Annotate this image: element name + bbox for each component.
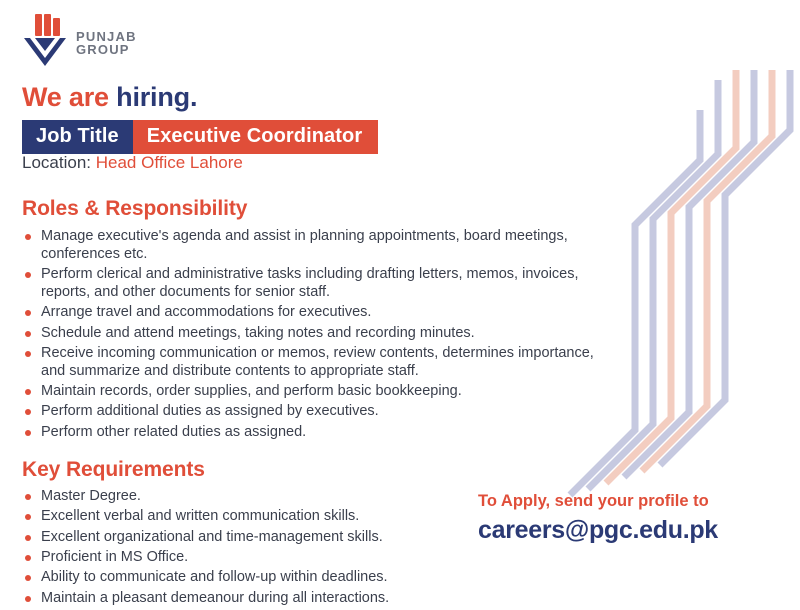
list-item: Perform other related duties as assigned. — [22, 424, 597, 442]
list-item: Perform additional duties as assigned by executives. — [22, 403, 597, 421]
list-item: Maintain records, order supplies, and perform basic bookkeeping. — [22, 383, 597, 401]
requirements-list — [22, 488, 462, 610]
roles-heading: Roles & Responsibility — [22, 197, 248, 220]
brand-logo — [22, 14, 137, 68]
apply-block — [478, 492, 718, 545]
list-item: Receive incoming communication or memos, review contents, determines importance, and summarize and distribute contents to appropriate staff. — [22, 345, 597, 381]
punjab-group-logo-icon — [22, 14, 68, 68]
list-item: Ability to communicate and follow-up within deadlines. — [22, 569, 462, 587]
requirements-heading: Key Requirements — [22, 458, 205, 481]
apply-email[interactable]: careers@pgc.edu.pk — [478, 516, 718, 544]
roles-list — [22, 228, 597, 444]
job-title-label: Job Title — [22, 120, 133, 154]
job-location-label: Location: — [22, 153, 91, 172]
headline-prefix: We are — [22, 82, 117, 112]
list-item: Proficient in MS Office. — [22, 549, 462, 567]
job-location — [22, 153, 243, 173]
list-item: Excellent organizational and time-management skills. — [22, 529, 462, 547]
list-item: Maintain a pleasant demeanour during all interactions. — [22, 590, 462, 608]
list-item: Master Degree. — [22, 488, 462, 506]
list-item: Manage executive's agenda and assist in planning appointments, board meetings, conferences etc. — [22, 228, 597, 264]
job-location-value: Head Office Lahore — [95, 153, 243, 172]
job-title-bar — [22, 120, 378, 154]
list-item: Perform clerical and administrative tasks including drafting letters, memos, invoices, reports, and other documents for senior staff. — [22, 266, 597, 302]
brand-name-line1: PUNJAB — [76, 28, 137, 44]
apply-instruction: To Apply, send your profile to — [478, 492, 709, 510]
list-item: Excellent verbal and written communication skills. — [22, 508, 462, 526]
list-item: Arrange travel and accommodations for executives. — [22, 304, 597, 322]
headline-highlight: hiring. — [116, 82, 198, 112]
headline — [22, 82, 197, 113]
brand-name-line2: GROUP — [76, 42, 130, 57]
list-item: Schedule and attend meetings, taking notes and recording minutes. — [22, 325, 597, 343]
job-title-value: Executive Coordinator — [133, 120, 378, 154]
